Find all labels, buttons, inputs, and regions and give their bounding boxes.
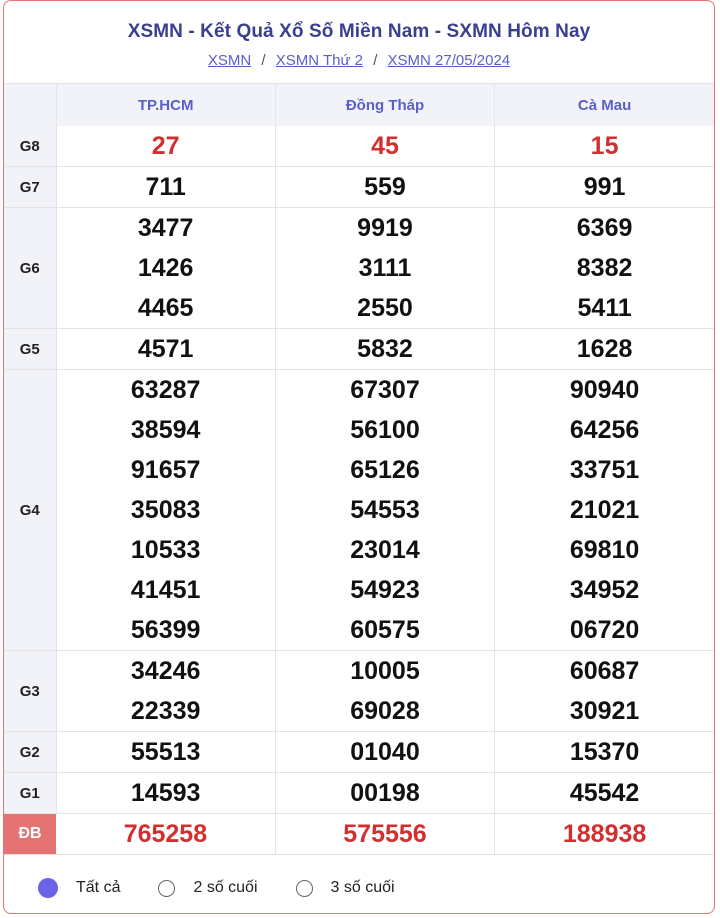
prize-cell — [56, 167, 275, 208]
lottery-number: 14593 — [130, 779, 201, 807]
lottery-number: 34246 — [130, 657, 201, 685]
prize-cell — [275, 208, 494, 329]
lottery-number: 15370 — [569, 738, 640, 766]
prize-label: ĐB — [4, 814, 56, 855]
prize-label: G2 — [4, 732, 56, 773]
lottery-number: 00198 — [350, 779, 420, 807]
prize-cell — [495, 732, 714, 773]
lottery-number: 69028 — [350, 697, 420, 725]
lottery-number: 23014 — [350, 536, 420, 564]
lottery-number: 30921 — [569, 697, 640, 725]
prize-label: G3 — [4, 651, 56, 732]
lottery-number: 54923 — [350, 576, 420, 604]
prize-cell — [495, 773, 714, 814]
prize-cell — [56, 370, 275, 651]
lottery-number: 2550 — [357, 294, 413, 322]
radio-selected-icon[interactable] — [38, 878, 58, 898]
filter-option-last-3[interactable] — [296, 879, 395, 897]
lottery-number: 90940 — [569, 376, 640, 404]
lottery-number: 56100 — [350, 416, 420, 444]
province-header-tphcm[interactable]: TP.HCM — [56, 84, 275, 126]
prize-cell — [275, 167, 494, 208]
prize-header-corner — [4, 84, 56, 126]
results-card — [3, 0, 715, 914]
breadcrumb-link-xsmn[interactable]: XSMN — [207, 52, 252, 69]
lottery-number: 991 — [583, 173, 626, 201]
lottery-number: 56399 — [130, 616, 201, 644]
prize-cell — [56, 814, 275, 855]
filter-option-label: 2 số cuối — [193, 879, 258, 896]
lottery-number: 8382 — [576, 254, 633, 282]
lottery-number: 67307 — [350, 376, 420, 404]
lottery-number: 45542 — [569, 779, 640, 807]
prize-cell — [56, 329, 275, 370]
province-header-ca-mau[interactable]: Cà Mau — [495, 84, 714, 126]
lottery-number: 1628 — [576, 335, 633, 363]
prize-label: G5 — [4, 329, 56, 370]
breadcrumb-separator: / — [261, 52, 266, 69]
prize-row-g5 — [4, 329, 714, 370]
lottery-number: 34952 — [569, 576, 640, 604]
lottery-number: 559 — [364, 173, 406, 201]
lottery-number: 5832 — [357, 335, 413, 363]
lottery-number: 21021 — [569, 496, 640, 524]
lottery-number: 63287 — [130, 376, 201, 404]
prize-cell — [495, 370, 714, 651]
lottery-number: 45 — [371, 132, 399, 160]
prize-cell — [495, 814, 714, 855]
lottery-number: 60575 — [350, 616, 420, 644]
lottery-number: 5411 — [577, 294, 632, 322]
lottery-number: 06720 — [569, 616, 640, 644]
prize-cell — [495, 651, 714, 732]
prize-row-g1 — [4, 773, 714, 814]
lottery-number: 33751 — [569, 456, 640, 484]
lottery-number: 1426 — [137, 254, 194, 282]
prize-table-body — [4, 126, 714, 855]
prize-cell — [56, 773, 275, 814]
province-header-row — [4, 84, 714, 126]
prize-cell — [56, 208, 275, 329]
prize-row-g8 — [4, 126, 714, 167]
prize-cell — [275, 126, 494, 167]
prize-cell — [275, 370, 494, 651]
prize-cell — [495, 167, 714, 208]
lottery-number: 9919 — [357, 214, 413, 242]
prize-cell — [56, 651, 275, 732]
prize-cell — [495, 126, 714, 167]
prize-label: G4 — [4, 370, 56, 651]
prize-cell — [56, 732, 275, 773]
prize-cell — [275, 732, 494, 773]
lottery-number: 15 — [590, 132, 619, 160]
lottery-number: 55513 — [130, 738, 201, 766]
lottery-number: 41451 — [130, 576, 201, 604]
breadcrumb — [4, 52, 714, 69]
prize-label: G6 — [4, 208, 56, 329]
breadcrumb-separator: / — [373, 52, 378, 69]
breadcrumb-link-xsmn-date[interactable]: XSMN 27/05/2024 — [387, 52, 511, 69]
breadcrumb-link-xsmn-thu-2[interactable]: XSMN Thứ 2 — [275, 52, 364, 69]
prize-cell — [495, 208, 714, 329]
page-title: XSMN - Kết Quả Xổ Số Miền Nam - SXMN Hôm Nay — [127, 21, 591, 42]
radio-unselected-icon[interactable] — [296, 880, 313, 897]
prize-row-g6 — [4, 208, 714, 329]
filter-option-label: 3 số cuối — [330, 879, 395, 896]
prize-row-đb — [4, 814, 714, 855]
lottery-number: 65126 — [350, 456, 420, 484]
lottery-number: 711 — [145, 173, 186, 201]
prize-cell — [56, 126, 275, 167]
lottery-number: 60687 — [569, 657, 640, 685]
prize-row-g4 — [4, 370, 714, 651]
lottery-number: 35083 — [130, 496, 201, 524]
lottery-number: 69810 — [569, 536, 640, 564]
lottery-number: 3477 — [137, 214, 194, 242]
filter-option-last-2[interactable] — [158, 879, 257, 897]
prize-label: G1 — [4, 773, 56, 814]
radio-unselected-icon[interactable] — [158, 880, 175, 897]
prize-label: G7 — [4, 167, 56, 208]
prize-label: G8 — [4, 126, 56, 167]
prize-row-g3 — [4, 651, 714, 732]
lottery-number: 4465 — [137, 294, 194, 322]
lottery-number: 575556 — [343, 820, 427, 848]
lottery-number: 27 — [151, 132, 180, 160]
lottery-number: 54553 — [350, 496, 420, 524]
province-header-dong-thap[interactable]: Đồng Tháp — [275, 84, 494, 126]
lottery-number: 38594 — [130, 416, 201, 444]
results-table — [4, 84, 714, 855]
prize-row-g2 — [4, 732, 714, 773]
filter-option-label: Tất cả — [76, 879, 121, 896]
prize-cell — [275, 773, 494, 814]
prize-cell — [275, 814, 494, 855]
lottery-number: 10005 — [350, 657, 420, 685]
lottery-number: 10533 — [130, 536, 201, 564]
prize-cell — [275, 651, 494, 732]
results-header — [4, 1, 714, 84]
digit-filter-group — [4, 855, 714, 914]
lottery-number: 01040 — [350, 738, 420, 766]
lottery-number: 22339 — [130, 697, 201, 725]
lottery-number: 3111 — [358, 254, 412, 282]
lottery-number: 64256 — [569, 416, 640, 444]
lottery-number: 6369 — [576, 214, 633, 242]
lottery-number: 765258 — [123, 820, 208, 848]
lottery-number: 91657 — [130, 456, 201, 484]
lottery-number: 188938 — [562, 820, 647, 848]
prize-cell — [275, 329, 494, 370]
prize-cell — [495, 329, 714, 370]
prize-row-g7 — [4, 167, 714, 208]
filter-option-all[interactable] — [38, 878, 120, 898]
lottery-number: 4571 — [137, 335, 194, 363]
